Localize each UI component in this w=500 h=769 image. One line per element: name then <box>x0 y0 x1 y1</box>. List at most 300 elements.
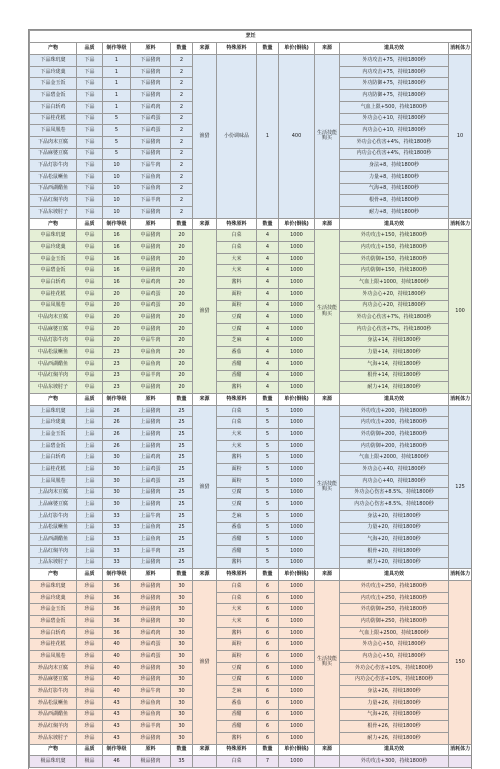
special-qty-cell: 5 <box>257 440 279 452</box>
effect-cell: 内功会心伤害+4%，持续1800秒 <box>340 148 449 160</box>
header-material: 原料 <box>131 394 171 406</box>
qty-cell: 20 <box>171 370 193 382</box>
special-material-cell: 大米 <box>217 604 257 616</box>
special-qty-cell: 4 <box>257 358 279 370</box>
product-cell: 上品金玉饭 <box>30 429 77 441</box>
level-cell: 40 <box>103 662 131 674</box>
material-cell: 上品猪肉 <box>131 487 171 499</box>
header-level: 制作等级 <box>103 569 131 581</box>
header-qty: 数量 <box>171 43 193 55</box>
qty-cell: 25 <box>171 545 193 557</box>
special-qty-cell: 5 <box>257 499 279 511</box>
special-material-cell: 小份调味品 <box>217 55 257 219</box>
quality-cell: 下品 <box>77 101 103 113</box>
level-cell: 33 <box>103 557 131 569</box>
level-cell: 20 <box>103 323 131 335</box>
level-cell: 43 <box>103 721 131 733</box>
header-special: 特殊原料 <box>217 569 257 581</box>
special-material-cell: 面粉 <box>217 464 257 476</box>
qty-cell: 30 <box>171 627 193 639</box>
header-material: 原料 <box>131 218 171 230</box>
level-cell: 46 <box>103 756 131 768</box>
product-cell: 上品白斩鸡 <box>30 452 77 464</box>
level-cell: 26 <box>103 429 131 441</box>
level-cell: 36 <box>103 581 131 593</box>
qty-cell: 2 <box>171 113 193 125</box>
table-row <box>30 440 472 452</box>
product-cell: 下品玲珑羹 <box>30 66 77 78</box>
effect-cell: 身法+20，持续1800秒 <box>340 510 449 522</box>
header-row <box>30 569 472 581</box>
header-qty: 数量 <box>171 744 193 756</box>
header-product: 产物 <box>30 569 77 581</box>
price-cell: 1000 <box>279 265 315 277</box>
level-cell: 5 <box>103 113 131 125</box>
material-cell: 珍品猪肉 <box>131 592 171 604</box>
quality-cell: 珍品 <box>77 616 103 628</box>
product-cell: 中品灯影牛肉 <box>30 335 77 347</box>
quality-cell: 上品 <box>77 429 103 441</box>
product-cell: 中品麻婆豆腐 <box>30 323 77 335</box>
effect-cell: 力量+20，持续1800秒 <box>340 522 449 534</box>
material-cell: 下品猪肉 <box>131 90 171 102</box>
level-cell: 43 <box>103 697 131 709</box>
effect-cell: 外功防御+200，持续1800秒 <box>340 429 449 441</box>
effect-cell: 气血上限+2000，持续1800秒 <box>340 452 449 464</box>
price-cell: 1000 <box>279 452 315 464</box>
level-cell: 20 <box>103 300 131 312</box>
qty-cell: 2 <box>171 183 193 195</box>
price-cell: 1000 <box>279 277 315 289</box>
header-buy-source: 来源 <box>315 744 340 756</box>
table-row <box>30 464 472 476</box>
qty-cell: 25 <box>171 522 193 534</box>
special-qty-cell: 4 <box>257 300 279 312</box>
product-cell: 上品灯影牛肉 <box>30 510 77 522</box>
material-cell: 下品鱼肉 <box>131 183 171 195</box>
product-cell: 珍品碧金饭 <box>30 616 77 628</box>
buy-source-cell: 生活技能购买 <box>315 55 340 219</box>
header-product: 产物 <box>30 43 77 55</box>
product-cell: 珍品麻婆豆腐 <box>30 674 77 686</box>
price-cell: 1000 <box>279 253 315 265</box>
effect-cell: 内功攻击+75，持续1800秒 <box>340 66 449 78</box>
special-qty-cell: 5 <box>257 429 279 441</box>
price-cell: 1000 <box>279 616 315 628</box>
quality-cell: 极品 <box>77 756 103 768</box>
level-cell: 1 <box>103 101 131 113</box>
price-cell: 400 <box>279 55 315 219</box>
material-cell: 中品猪肉 <box>131 253 171 265</box>
material-cell: 下品鸡蛋 <box>131 113 171 125</box>
header-price: 单价(铜钱) <box>279 218 315 230</box>
buy-source-cell <box>315 756 340 768</box>
material-cell: 珍品羊肉 <box>131 721 171 733</box>
effect-cell: 外功会心伤害+7%，持续1800秒 <box>340 312 449 324</box>
material-cell: 珍品猪肉 <box>131 616 171 628</box>
qty-cell: 35 <box>171 756 193 768</box>
product-cell: 珍品肉末豆腐 <box>30 662 77 674</box>
special-qty-cell: 4 <box>257 253 279 265</box>
qty-cell: 20 <box>171 323 193 335</box>
price-cell: 1000 <box>279 417 315 429</box>
special-material-cell: 白菜 <box>217 581 257 593</box>
effect-cell: 耐力+8，持续1800秒 <box>340 207 449 219</box>
level-cell: 40 <box>103 674 131 686</box>
level-cell: 5 <box>103 136 131 148</box>
quality-cell: 上品 <box>77 464 103 476</box>
effect-cell: 内功攻击+250，持续1800秒 <box>340 592 449 604</box>
effect-cell: 内功防御+150，持续1800秒 <box>340 265 449 277</box>
special-qty-cell: 4 <box>257 370 279 382</box>
quality-cell: 中品 <box>77 312 103 324</box>
effect-cell: 内功防御+75，持续1800秒 <box>340 90 449 102</box>
level-cell: 20 <box>103 288 131 300</box>
header-special-qty: 数量 <box>257 218 279 230</box>
qty-cell: 30 <box>171 592 193 604</box>
source-cell <box>193 756 217 768</box>
header-effect: 道具功效 <box>340 744 449 756</box>
level-cell: 26 <box>103 417 131 429</box>
level-cell: 1 <box>103 90 131 102</box>
stamina-cell: 125 <box>449 405 472 569</box>
effect-cell: 外功会心+50，持续1800秒 <box>340 639 449 651</box>
special-material-cell: 芝麻 <box>217 686 257 698</box>
effect-cell: 外功防御+75，持续1800秒 <box>340 78 449 90</box>
special-material-cell: 白菜 <box>217 230 257 242</box>
special-material-cell: 芝麻 <box>217 335 257 347</box>
special-qty-cell: 7 <box>257 756 279 768</box>
special-material-cell: 酱料 <box>217 732 257 744</box>
qty-cell: 2 <box>171 148 193 160</box>
price-cell: 1000 <box>279 651 315 663</box>
level-cell: 30 <box>103 464 131 476</box>
header-price: 单价(铜钱) <box>279 569 315 581</box>
qty-cell: 30 <box>171 662 193 674</box>
level-cell: 10 <box>103 207 131 219</box>
product-cell: 珍品红焖羊肉 <box>30 721 77 733</box>
product-cell: 下品东坡肘子 <box>30 207 77 219</box>
table-row <box>30 300 472 312</box>
qty-cell: 30 <box>171 651 193 663</box>
material-cell: 中品鸡蛋 <box>131 300 171 312</box>
material-cell: 上品鸡蛋 <box>131 475 171 487</box>
header-source: 来源 <box>193 43 217 55</box>
product-cell: 极品珠玑窠 <box>30 756 77 768</box>
special-material-cell: 酱料 <box>217 557 257 569</box>
material-cell: 下品猪肉 <box>131 55 171 67</box>
effect-cell: 内功攻击+150，持续1800秒 <box>340 242 449 254</box>
product-cell: 中品东坡肘子 <box>30 382 77 394</box>
header-special-qty: 数量 <box>257 569 279 581</box>
material-cell: 下品猪肉 <box>131 136 171 148</box>
header-product: 产物 <box>30 744 77 756</box>
special-qty-cell: 6 <box>257 581 279 593</box>
header-stamina: 消耗体力 <box>449 744 472 756</box>
material-cell: 中品猪肉 <box>131 323 171 335</box>
quality-cell: 上品 <box>77 534 103 546</box>
special-qty-cell: 6 <box>257 651 279 663</box>
level-cell: 43 <box>103 732 131 744</box>
special-material-cell: 白菜 <box>217 756 257 768</box>
special-material-cell: 豆腐 <box>217 674 257 686</box>
special-material-cell: 香醋 <box>217 534 257 546</box>
effect-cell: 内功会心+50，持续1800秒 <box>340 651 449 663</box>
header-price: 单价(铜钱) <box>279 43 315 55</box>
effect-cell: 内功防御+250，持续1800秒 <box>340 616 449 628</box>
level-cell: 40 <box>103 686 131 698</box>
product-cell: 下品碧金饭 <box>30 90 77 102</box>
level-cell: 30 <box>103 475 131 487</box>
table-row <box>30 557 472 569</box>
table-row <box>30 510 472 522</box>
special-qty-cell: 5 <box>257 557 279 569</box>
material-cell: 珍品鸡肉 <box>131 627 171 639</box>
special-qty-cell: 6 <box>257 721 279 733</box>
price-cell: 1000 <box>279 557 315 569</box>
qty-cell: 2 <box>171 78 193 90</box>
effect-cell: 气血上限+500，持续1800秒 <box>340 101 449 113</box>
effect-cell: 内功会心+20，持续1800秒 <box>340 300 449 312</box>
source-cell: 渔猎 <box>193 581 217 745</box>
table-row <box>30 253 472 265</box>
special-material-cell: 白菜 <box>217 405 257 417</box>
table-row <box>30 370 472 382</box>
price-cell: 1000 <box>279 627 315 639</box>
price-cell: 1000 <box>279 604 315 616</box>
qty-cell: 25 <box>171 499 193 511</box>
qty-cell: 2 <box>171 207 193 219</box>
material-cell: 中品猪肉 <box>131 382 171 394</box>
material-cell: 上品猪肉 <box>131 557 171 569</box>
quality-cell: 中品 <box>77 358 103 370</box>
product-cell: 下品松鼠鳜鱼 <box>30 171 77 183</box>
header-row <box>30 43 472 55</box>
material-cell: 珍品猪肉 <box>131 732 171 744</box>
material-cell: 中品猪肉 <box>131 242 171 254</box>
level-cell: 26 <box>103 440 131 452</box>
price-cell: 1000 <box>279 429 315 441</box>
cooking-table <box>29 30 472 768</box>
level-cell: 33 <box>103 534 131 546</box>
table-row <box>30 277 472 289</box>
price-cell: 1000 <box>279 230 315 242</box>
material-cell: 中品猪肉 <box>131 230 171 242</box>
effect-cell: 身法+8，持续1800秒 <box>340 160 449 172</box>
quality-cell: 中品 <box>77 300 103 312</box>
table-row <box>30 592 472 604</box>
quality-cell: 上品 <box>77 545 103 557</box>
price-cell: 1000 <box>279 487 315 499</box>
qty-cell: 30 <box>171 616 193 628</box>
special-qty-cell: 5 <box>257 417 279 429</box>
header-price: 单价(铜钱) <box>279 394 315 406</box>
header-buy-source: 来源 <box>315 43 340 55</box>
table-row <box>30 347 472 359</box>
quality-cell: 中品 <box>77 382 103 394</box>
level-cell: 16 <box>103 265 131 277</box>
material-cell: 下品牛肉 <box>131 160 171 172</box>
product-cell: 珍品白斩鸡 <box>30 627 77 639</box>
special-qty-cell: 4 <box>257 335 279 347</box>
table-row <box>30 639 472 651</box>
qty-cell: 25 <box>171 405 193 417</box>
material-cell: 珍品猪肉 <box>131 662 171 674</box>
qty-cell: 20 <box>171 347 193 359</box>
quality-cell: 中品 <box>77 253 103 265</box>
material-cell: 中品鱼肉 <box>131 347 171 359</box>
price-cell: 1000 <box>279 592 315 604</box>
level-cell: 16 <box>103 230 131 242</box>
effect-cell: 耐力+26，持续1800秒 <box>340 732 449 744</box>
product-cell: 下品金玉饭 <box>30 78 77 90</box>
special-material-cell: 香醋 <box>217 370 257 382</box>
product-cell: 中品红焖羊肉 <box>30 370 77 382</box>
effect-cell: 身法+26，持续1800秒 <box>340 686 449 698</box>
product-cell: 下品红焖羊肉 <box>30 195 77 207</box>
source-cell: 渔猎 <box>193 405 217 569</box>
quality-cell: 上品 <box>77 440 103 452</box>
header-source: 来源 <box>193 744 217 756</box>
special-qty-cell: 5 <box>257 405 279 417</box>
special-qty-cell: 4 <box>257 347 279 359</box>
product-cell: 上品麻婆豆腐 <box>30 499 77 511</box>
quality-cell: 下品 <box>77 78 103 90</box>
effect-cell: 根骨+8，持续1800秒 <box>340 195 449 207</box>
product-cell: 珍品珠玑窠 <box>30 581 77 593</box>
price-cell: 1000 <box>279 335 315 347</box>
effect-cell: 力量+14，持续1800秒 <box>340 347 449 359</box>
material-cell: 下品猪肉 <box>131 78 171 90</box>
product-cell: 下品麻婆豆腐 <box>30 148 77 160</box>
table-row <box>30 288 472 300</box>
material-cell: 下品猪肉 <box>131 66 171 78</box>
price-cell: 1000 <box>279 697 315 709</box>
header-stamina: 消耗体力 <box>449 394 472 406</box>
material-cell: 上品猪肉 <box>131 499 171 511</box>
stamina-cell <box>449 756 472 768</box>
qty-cell: 30 <box>171 709 193 721</box>
special-material-cell: 面粉 <box>217 475 257 487</box>
level-cell: 1 <box>103 66 131 78</box>
special-qty-cell: 4 <box>257 265 279 277</box>
table-row <box>30 616 472 628</box>
quality-cell: 上品 <box>77 452 103 464</box>
effect-cell: 内功会心伤害+10%，持续1800秒 <box>340 674 449 686</box>
material-cell: 下品鱼肉 <box>131 171 171 183</box>
material-cell: 珍品鸡蛋 <box>131 651 171 663</box>
header-source: 来源 <box>193 218 217 230</box>
level-cell: 26 <box>103 405 131 417</box>
product-cell: 中品金玉饭 <box>30 253 77 265</box>
product-cell: 上品红焖羊肉 <box>30 545 77 557</box>
table-row <box>30 323 472 335</box>
level-cell: 40 <box>103 639 131 651</box>
material-cell: 下品羊肉 <box>131 195 171 207</box>
qty-cell: 20 <box>171 312 193 324</box>
quality-cell: 下品 <box>77 195 103 207</box>
material-cell: 珍品鱼肉 <box>131 709 171 721</box>
quality-cell: 下品 <box>77 55 103 67</box>
effect-cell: 外功攻击+150，持续1800秒 <box>340 230 449 242</box>
product-cell: 珍品桂花糕 <box>30 639 77 651</box>
header-qty: 数量 <box>171 569 193 581</box>
quality-cell: 珍品 <box>77 686 103 698</box>
header-buy-source: 来源 <box>315 569 340 581</box>
product-cell: 珍品凤凰卷 <box>30 651 77 663</box>
quality-cell: 珍品 <box>77 709 103 721</box>
header-qty: 数量 <box>171 394 193 406</box>
special-material-cell: 酱料 <box>217 452 257 464</box>
material-cell: 下品猪肉 <box>131 148 171 160</box>
level-cell: 30 <box>103 452 131 464</box>
header-material: 原料 <box>131 744 171 756</box>
special-qty-cell: 6 <box>257 592 279 604</box>
header-row <box>30 394 472 406</box>
header-stamina: 消耗体力 <box>449 218 472 230</box>
effect-cell: 外功攻击+300，持续1800秒 <box>340 756 449 768</box>
title-row <box>30 31 472 43</box>
product-cell: 上品松鼠鳜鱼 <box>30 522 77 534</box>
product-cell: 珍品玲珑羹 <box>30 592 77 604</box>
special-material-cell: 面粉 <box>217 639 257 651</box>
special-material-cell: 豆腐 <box>217 487 257 499</box>
header-effect: 道具功效 <box>340 43 449 55</box>
qty-cell: 20 <box>171 242 193 254</box>
header-effect: 道具功效 <box>340 218 449 230</box>
qty-cell: 30 <box>171 697 193 709</box>
price-cell: 1000 <box>279 674 315 686</box>
special-qty-cell: 5 <box>257 487 279 499</box>
qty-cell: 2 <box>171 101 193 113</box>
level-cell: 20 <box>103 312 131 324</box>
qty-cell: 2 <box>171 195 193 207</box>
special-material-cell: 面粉 <box>217 651 257 663</box>
product-cell: 上品东坡肘子 <box>30 557 77 569</box>
effect-cell: 内功攻击+200，持续1800秒 <box>340 417 449 429</box>
special-material-cell: 豆腐 <box>217 323 257 335</box>
quality-cell: 珍品 <box>77 639 103 651</box>
product-cell: 中品松鼠鳜鱼 <box>30 347 77 359</box>
product-cell: 下品珠玑窠 <box>30 55 77 67</box>
table-row <box>30 651 472 663</box>
table-title: 烹饪 <box>30 31 472 43</box>
price-cell: 1000 <box>279 382 315 394</box>
table-row <box>30 604 472 616</box>
special-qty-cell: 6 <box>257 709 279 721</box>
header-effect: 道具功效 <box>340 394 449 406</box>
effect-cell: 外功会心+20，持续1800秒 <box>340 288 449 300</box>
quality-cell: 下品 <box>77 113 103 125</box>
product-cell: 上品凤凰卷 <box>30 475 77 487</box>
product-cell: 上品肉末豆腐 <box>30 487 77 499</box>
quality-cell: 中品 <box>77 230 103 242</box>
material-cell: 下品鸡肉 <box>131 101 171 113</box>
header-row <box>30 218 472 230</box>
quality-cell: 中品 <box>77 335 103 347</box>
material-cell: 极品猪肉 <box>131 756 171 768</box>
quality-cell: 上品 <box>77 487 103 499</box>
product-cell: 中品肉末豆腐 <box>30 312 77 324</box>
level-cell: 5 <box>103 148 131 160</box>
special-qty-cell: 5 <box>257 464 279 476</box>
product-cell: 下品白斩鸡 <box>30 101 77 113</box>
table-row <box>30 475 472 487</box>
material-cell: 中品羊肉 <box>131 370 171 382</box>
price-cell: 1000 <box>279 312 315 324</box>
level-cell: 36 <box>103 604 131 616</box>
quality-cell: 下品 <box>77 183 103 195</box>
